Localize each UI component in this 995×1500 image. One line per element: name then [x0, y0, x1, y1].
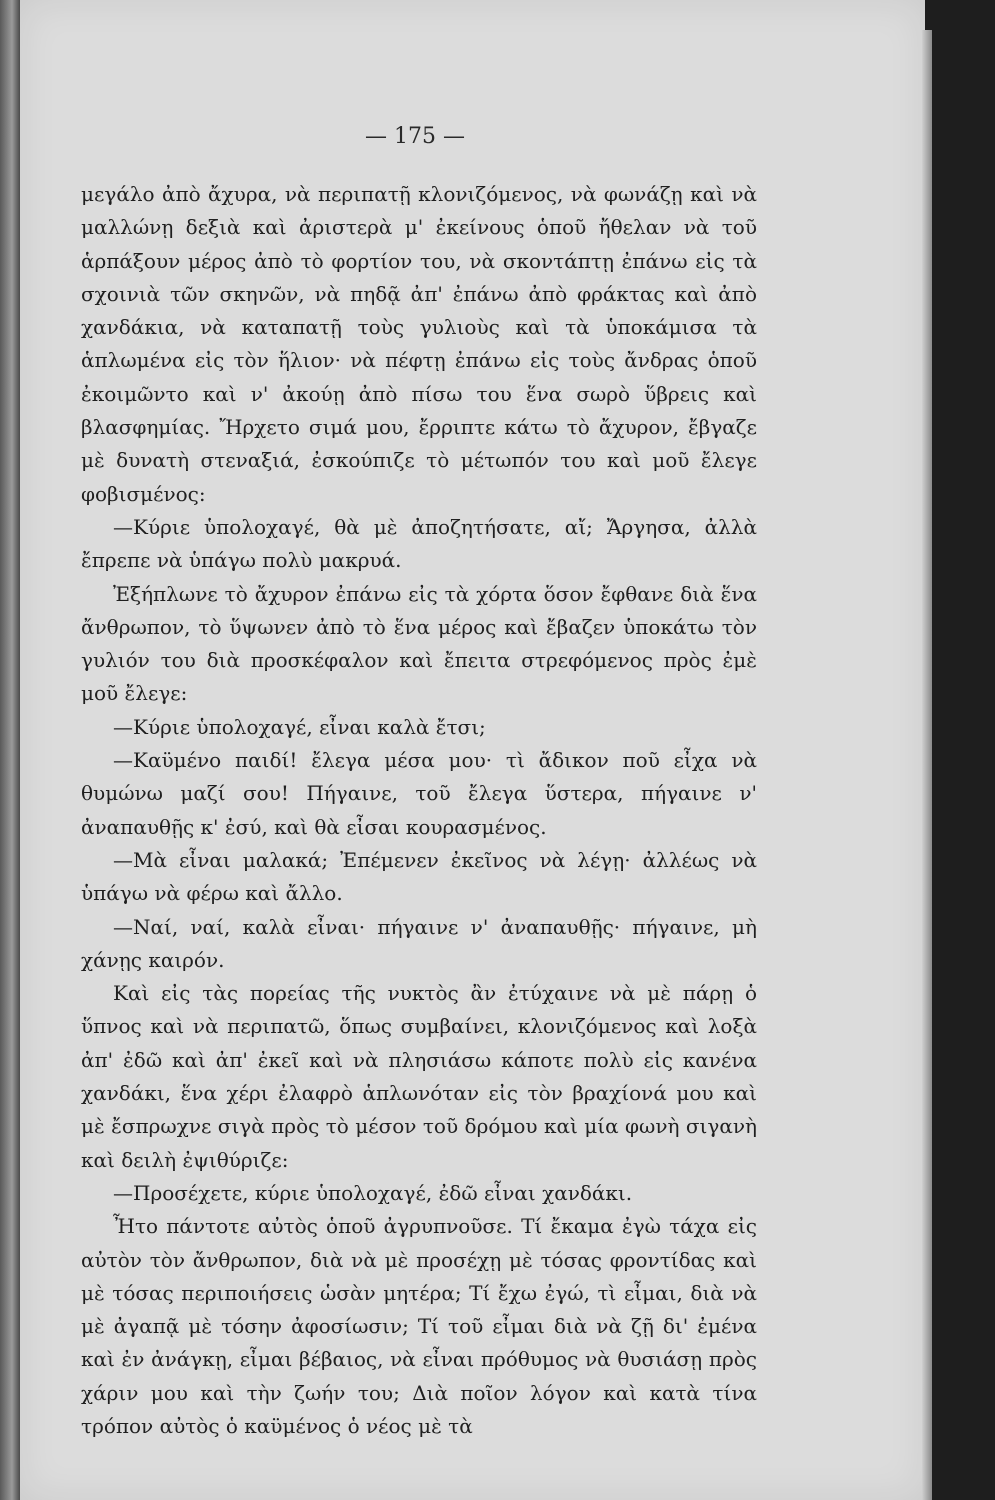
body-text: [81, 178, 757, 1443]
paragraph: —Καϋμένο παιδί! ἔλεγα μέσα μου· τὶ ἄδικον ποῦ εἶχα νὰ θυμώνω μαζί σου! Πήγαινε, τοῦ ἔλεγα ὕστερα, πήγαινε ν' ἀναπαυθῇς κ' ἐσύ, καὶ θὰ εἶσαι κουρασμένος.: [81, 748, 757, 839]
paragraph: —Μὰ εἶναι μαλακά; Ἐπέμενεν ἐκεῖνος νὰ λέγῃ· ἀλλέως νὰ ὑπάγω νὰ φέρω καὶ ἄλλο.: [81, 847, 757, 906]
paragraph: —Προσέχετε, κύριε ὑπολοχαγέ, ἐδῶ εἶναι χανδάκι.: [113, 1180, 633, 1205]
paragraph: —Ναί, ναί, καλὰ εἶναι· πήγαινε ν' ἀναπαυθῇς· πήγαινε, μὴ χάνῃς καιρόν.: [81, 914, 757, 972]
paragraph: μεγάλο ἀπὸ ἄχυρα, νὰ περιπατῇ κλονιζόμενος, νὰ φωνάζῃ καὶ νὰ μαλλώνῃ δεξιὰ καὶ ἀριστερὰ μ' ἐκείνους ὁποῦ ἤθελαν νὰ τοῦ ἁρπάξουν μέρος ἀπὸ τὸ φορτίον του, νὰ σκοντάπτῃ ἐπάνω εἰς τὰ σχοινιὰ τῶν σκηνῶν, νὰ πηδᾷ ἀπ' ἐπάνω ἀπὸ φράκτας καὶ ἀπὸ χανδάκια, νὰ καταπατῇ τοὺς γυλιοὺς καὶ τὰ ὑποκάμισα τὰ ἁπλωμένα εἰς τὸν ἥλιον· νὰ πέφτῃ ἐπάνω εἰς τοὺς ἄνδρας ὁποῦ ἐκοιμῶντο καὶ ν' ἀκούῃ ἀπὸ πίσω του ἕνα σωρὸ ὕβρεις καὶ βλασφημίας. Ἤρχετο σιμά μου, ἔρριπτε κάτω τὸ ἄχυρον, ἔβγαζε μὲ δυνατὴ στεναξιά, ἐσκούπιζε τὸ μέτωπόν του καὶ μοῦ ἔλεγε φοβισμένος:: [81, 182, 757, 506]
paragraph: Ἐξήπλωνε τὸ ἄχυρον ἐπάνω εἰς τὰ χόρτα ὅσον ἔφθανε διὰ ἕνα ἄνθρωπον, τὸ ὕψωνεν ἀπὸ τὸ ἕνα μέρος καὶ ἔβαζεν ὑποκάτω τὸν γυλιόν του διὰ προσκέφαλον καὶ ἔπειτα στρεφόμενος πρὸς ἐμὲ μοῦ ἔλεγε:: [81, 581, 757, 706]
page-right-edge: [922, 30, 932, 1500]
book-page: [20, 0, 925, 1500]
paragraph: —Κύριε ὑπολοχαγέ, εἶναι καλὰ ἔτσι;: [113, 714, 486, 739]
paragraph: Καὶ εἰς τὰς πορείας τῆς νυκτὸς ἂν ἐτύχαινε νὰ μὲ πάρῃ ὁ ὕπνος καὶ νὰ περιπατῶ, ὅπως συμβαίνει, κλονιζόμενος καὶ λοξὰ ἀπ' ἐδῶ καὶ ἀπ' ἐκεῖ καὶ νὰ πλησιάσω κάποτε πολὺ εἰς κανένα χανδάκι, ἕνα χέρι ἐλαφρὸ ἁπλωνόταν εἰς τὸν βραχίονά μου καὶ μὲ ἔσπρωχνε σιγὰ πρὸς τὸ μέσον τοῦ δρόμου καὶ μία φωνὴ σιγανὴ καὶ δειλὴ ἐψιθύριζε:: [81, 981, 757, 1172]
paragraph: Ἦτο πάντοτε αὐτὸς ὁποῦ ἀγρυπνοῦσε. Τί ἔκαμα ἐγὼ τάχα εἰς αὐτὸν τὸν ἄνθρωπον, διὰ νὰ μὲ προσέχῃ μὲ τόσας φροντίδας καὶ μὲ τόσας περιποιήσεις ὡσὰν μητέρα; Τί ἔχω ἐγώ, τὶ εἶμαι, διὰ νὰ μὲ ἀγαπᾷ μὲ τόσην ἀφοσίωσιν; Τί τοῦ εἶμαι διὰ νὰ ζῇ δι' ἐμένα καὶ ἐν ἀνάγκῃ, εἶμαι βέβαιος, νὰ εἶναι πρόθυμος νὰ θυσιάσῃ πρὸς χάριν μου καὶ τὴν ζωήν του; Διὰ ποῖον λόγον καὶ κατὰ τίνα τρόπον αὐτὸς ὁ καϋμένος ὁ νέος μὲ τὰ: [81, 1214, 757, 1438]
adjacent-page-edge: [0, 0, 20, 1500]
page-number: — 175 —: [365, 124, 465, 149]
paragraph: —Κύριε ὑπολοχαγέ, θὰ μὲ ἀποζητήσατε, αἴ; Ἄργησα, ἀλλὰ ἔπρεπε νὰ ὑπάγω πολὺ μακρυά.: [81, 514, 757, 573]
